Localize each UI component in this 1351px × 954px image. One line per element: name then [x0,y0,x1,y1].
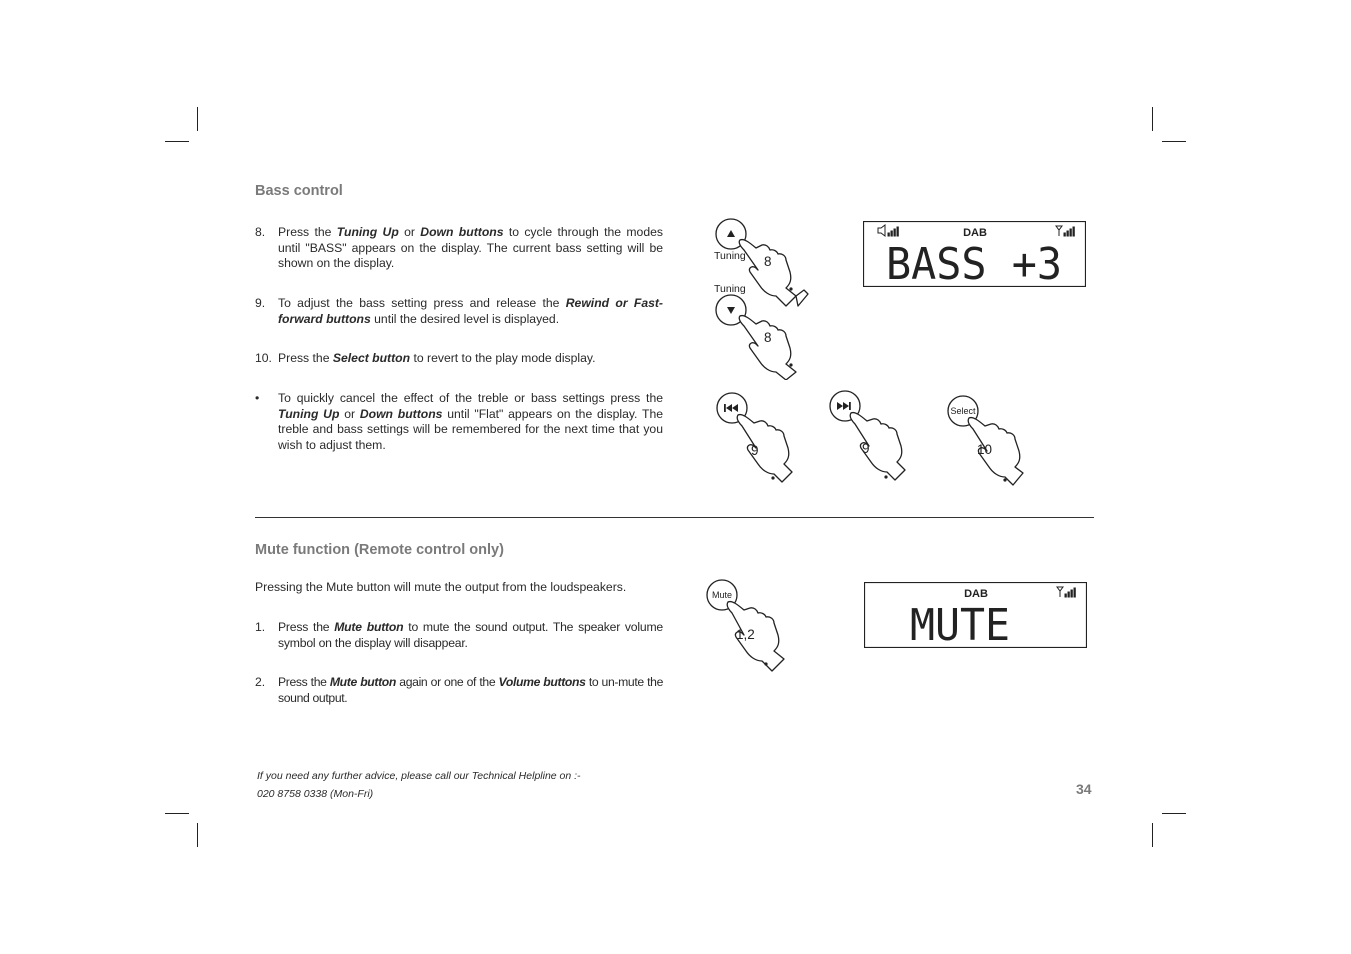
bass-item-10-number: 10. [255,351,272,365]
select-button-label: Select [950,406,976,416]
mute-button-illustration [700,575,800,680]
bass-heading: Bass control [255,183,343,199]
footer-helpline-text: If you need any further advice, please call our Technical Helpline on :- [257,770,581,782]
bass-item-9-text: To adjust the bass setting press and release the Rewind or Fast-forward buttons until the desired level is displayed. [278,296,663,326]
page-number: 34 [1076,781,1092,797]
hand-pointer-icon [850,413,905,480]
lcd-segment-text [886,239,1062,287]
section-divider [255,517,1094,518]
hand-pointer-icon [739,316,796,380]
crop-mark [1152,107,1153,131]
crop-mark [1152,823,1153,847]
crop-mark [165,141,189,142]
mute-item-2-number: 2. [255,675,266,689]
fast-forward-step: 9 [862,441,870,456]
tuning-buttons-illustration [700,210,820,380]
bass-item-8-text: Press the Tuning Up or Down buttons to cycle through the modes until "BASS" appears on the display. The current bass setting will be shown on the display. [278,225,663,270]
mute-item-1-text: Press the Mute button to mute the sound output. The speaker volume symbol on the display will disappear. [278,620,664,650]
bass-bullet-text: To quickly cancel the effect of the treble or bass settings press the Tuning Up or Down buttons until "Flat" appears on the display. The treble and bass settings will be remembered for the next time that you wish to adjust them. [278,391,664,452]
tuning-down-step: 8 [764,330,772,345]
hand-pointer-icon [739,240,808,306]
crop-mark [197,823,198,847]
tuning-up-step: 8 [764,254,772,269]
tuning-up-label: Tuning [714,250,746,262]
mute-heading: Mute function (Remote control only) [255,542,504,558]
mute-step: 1,2 [736,627,755,642]
lcd-display-bass [863,221,1086,287]
crop-mark [165,813,189,814]
lcd-mode-label: DAB [963,227,987,239]
lcd-mode-label: DAB [964,588,988,600]
bass-item-10-text: Press the Select button to revert to the play mode display. [278,351,596,365]
crop-mark [1162,141,1186,142]
select-step: 10 [977,442,993,457]
rewind-step: 9 [751,443,759,458]
bass-item-9-number: 9. [255,296,266,310]
crop-mark [1162,813,1186,814]
lcd-segment-text: MUTE [910,600,1010,648]
bass-bullet: • [255,391,260,405]
mute-item-2-text: Press the Mute button again or one of the Volume buttons to un-mute the sound output. [278,675,663,705]
bass-item-8-number: 8. [255,225,266,239]
tuning-down-label: Tuning [714,283,746,295]
lcd-display-mute [864,582,1087,648]
mute-item-1-number: 1. [255,620,266,634]
svg-text:BASS +3: BASS +3 [886,239,1062,287]
crop-mark [197,107,198,131]
hand-pointer-icon [737,415,792,482]
mute-button-label: Mute [711,590,733,600]
mute-intro: Pressing the Mute button will mute the output from the loudspeakers. [255,580,627,594]
rewind-ff-select-illustration [700,385,1040,495]
footer-helpline-number: 020 8758 0338 (Mon-Fri) [257,788,374,800]
